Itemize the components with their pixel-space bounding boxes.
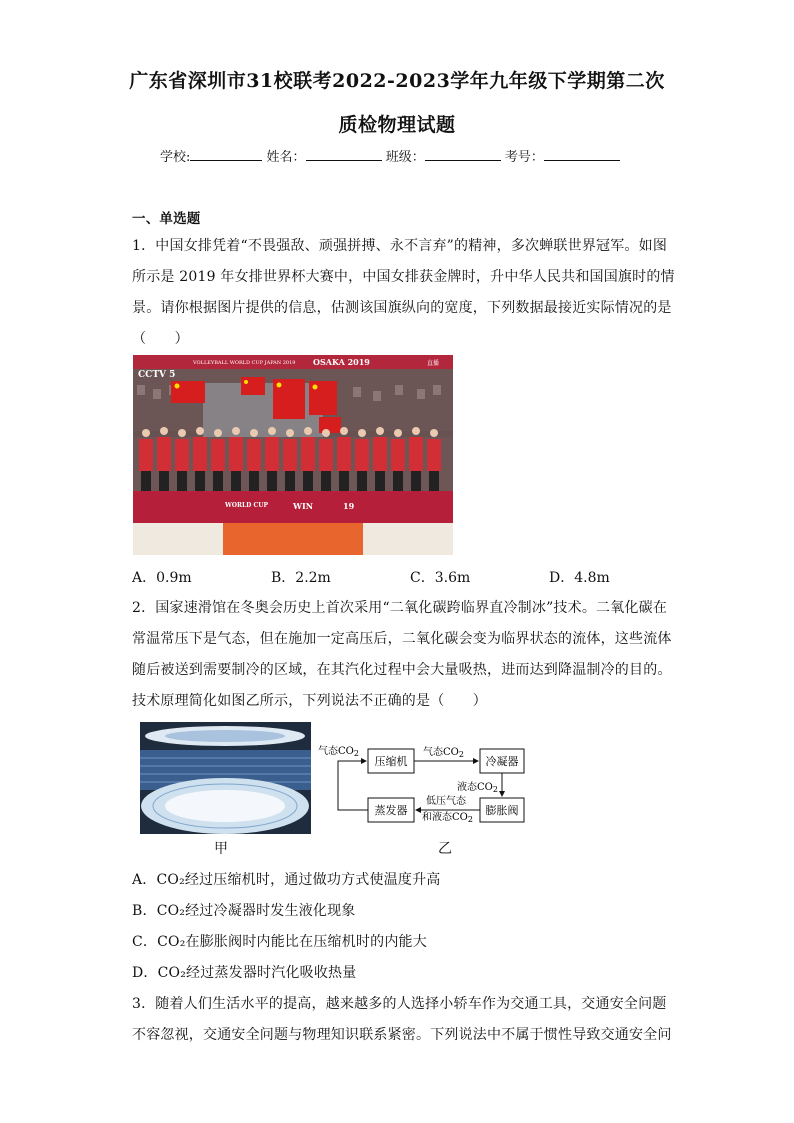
low-pressure-label: 低压气态 xyxy=(426,796,466,807)
school-field[interactable] xyxy=(190,148,262,161)
compressor-label: 压缩机 xyxy=(374,755,408,768)
q2-line: 随后被送到需要制冷的区域，在其汽化过程中会大量吸热，进而达到降温制冷的目的。 xyxy=(132,662,672,678)
condenser-label: 冷凝器 xyxy=(485,755,519,768)
section-heading: 一、单选题 xyxy=(132,211,201,227)
q1-line: 1．中国女排凭着“不畏强敌、顽强拼搏、永不言弃”的精神，多次蝉联世界冠军。如图 xyxy=(132,238,668,254)
photo-banner-top: VOLLEYBALL WORLD CUP JAPAN 2019 xyxy=(193,360,296,366)
q1-option-a[interactable]: A．0.9m xyxy=(132,570,192,586)
ceremony-image xyxy=(133,355,453,555)
q2-option-b[interactable]: B．CO₂经过冷凝器时发生液化现象 xyxy=(132,903,356,919)
q2-option-c[interactable]: C．CO₂在膨胀阀时内能比在压缩机时的内能大 xyxy=(132,934,427,950)
name-label: 姓名： xyxy=(266,150,306,165)
photo-banner-osaka: OSAKA 2019 xyxy=(313,357,370,367)
q3-line: 不容忽视，交通安全问题与物理知识联系紧密。下列说法中不属于惯性导致交通安全问 xyxy=(132,1027,672,1043)
number-label: 考号： xyxy=(504,150,544,165)
photo-banner-bottom-mid: WIN xyxy=(293,501,314,511)
exam-title-line2: 质检物理试题 xyxy=(338,114,456,136)
volleyball-ceremony-photo xyxy=(133,355,453,555)
q1-option-c[interactable]: C．3.6m xyxy=(410,570,471,586)
q1-option-d[interactable]: D．4.8m xyxy=(549,570,610,586)
gas-co2-label-left: 气态$CO_2$ xyxy=(318,746,359,758)
co2-refrigeration-diagram xyxy=(316,736,526,836)
q2-line: 常温常压下是气态，但在施加一定高压后，二氧化碳会变为临界状态的流体，这些流体 xyxy=(132,631,672,647)
q2-line: 技术原理简化如图乙所示，下列说法不正确的是（ ） xyxy=(132,693,487,709)
q2-line: 2．国家速滑馆在冬奥会历史上首次采用“二氧化碳跨临界直冷制冰”技术。二氧化碳在 xyxy=(132,600,668,616)
speed-skating-oval-photo xyxy=(140,722,311,834)
q1-option-b[interactable]: B．2.2m xyxy=(271,570,331,586)
q1-line: 所示是 2019 年女排世界杯大赛中，中国女排获金牌时，升中华人民共和国国旗时的情 xyxy=(132,269,675,285)
class-field[interactable] xyxy=(425,148,501,161)
caption-yi: 乙 xyxy=(438,841,452,857)
live-badge: 直播 xyxy=(427,360,440,367)
gas-co2-label-top: 气态$CO_2$ xyxy=(423,747,464,759)
exam-title-line1: 广东省深圳市31校联考2022-2023学年九年级下学期第二次 xyxy=(129,70,665,92)
student-info-fields xyxy=(160,146,620,165)
q2-option-d[interactable]: D．CO₂经过蒸发器时汽化吸收热量 xyxy=(132,965,357,981)
q2-option-a[interactable]: A．CO₂经过压缩机时，通过做功方式使温度升高 xyxy=(132,872,441,888)
name-field[interactable] xyxy=(306,148,382,161)
photo-banner-bottom-year: 19 xyxy=(343,501,355,511)
q1-line: （ ） xyxy=(132,331,189,347)
class-label: 班级： xyxy=(385,150,425,165)
arrow-evaporator-compressor xyxy=(338,761,368,810)
photo-banner-bottom-left: WORLD CUP xyxy=(225,502,268,509)
evaporator-label: 蒸发器 xyxy=(374,804,408,817)
q3-line: 3．随着人们生活水平的提高，越来越多的人选择小轿车作为交通工具，交通安全问题 xyxy=(132,996,667,1012)
q1-line: 景。请你根据图片提供的信息，估测该国旗纵向的宽度，下列数据最接近实际情况的是 xyxy=(132,300,672,316)
skating-oval-image xyxy=(140,722,311,834)
school-label: 学校: xyxy=(160,150,191,165)
liquid-co2-label: 液态$CO_2$ xyxy=(457,782,498,794)
tv-logo: CCTV 5 xyxy=(138,370,176,380)
valve-label: 膨胀阀 xyxy=(485,804,519,817)
low-pressure-liquid-label: 和液态$CO_2$ xyxy=(422,812,473,824)
caption-jia: 甲 xyxy=(214,841,228,857)
number-field[interactable] xyxy=(544,148,620,161)
